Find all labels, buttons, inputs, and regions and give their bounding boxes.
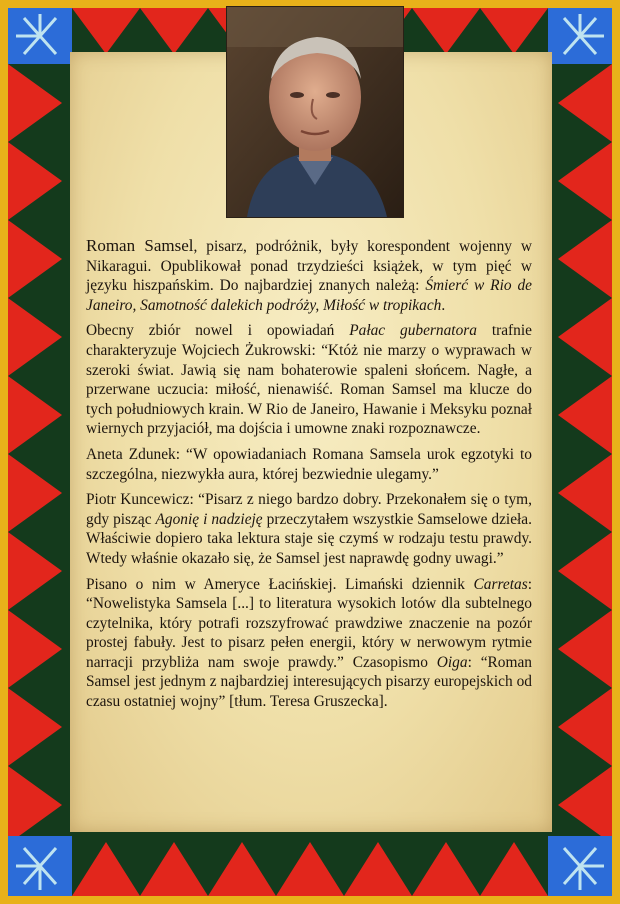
carretas-title: Carretas xyxy=(473,575,528,593)
kuncewicz-text-b: przeczytałem wszystkie Samselowe dzieła. Właściwie dopiero taka lektura staje się czymś w rodzaju testu prawdy. Wtedy właśnie okazało się, że Samsel jest naprawdę godny uwagi.” xyxy=(86,510,532,567)
zdunek-quote-text: Aneta Zdunek: “W opowiadaniach Romana Samsela urok egzotyki to szczególna, niezwykła aura, której bezwiednie ulegamy.” xyxy=(86,445,532,483)
bio-paragraph xyxy=(86,236,532,315)
kuncewicz-text-a: Piotr Kuncewicz: “Pisarz z niego bardzo dobry. Przekonałem się o tym, gdy pisząc xyxy=(86,491,532,528)
zdunek-quote xyxy=(86,445,532,484)
bio-intro: , pisarz, podróżnik, były korespondent wojenny w Nikaragui. Opublikował ponad trzydzieści książek, w tym pięć w języku hiszpańskim. Do najbardziej znanych należą: xyxy=(86,238,532,295)
latin-america-paragraph xyxy=(86,575,532,712)
corner-tile-bottom-right xyxy=(548,836,612,896)
kuncewicz-book-title: Agonię i nadzieję xyxy=(155,510,263,528)
corner-tile-top-right xyxy=(548,8,612,64)
collection-title: Pałac gubernatora xyxy=(349,322,477,340)
author-photo xyxy=(226,6,404,218)
latam-text-b: : “Nowelistyka Samsela [...] to literatura wysokich lotów dla subtelnego czytelnika, który potrafi rozszyfrować prawdziwe znaczenie na pozór prostej fabuły. Jest to pisarz pełen energii, który w nerwowym rytmie narracji przybliża nam swoje prawdy.” Czasopismo xyxy=(86,575,532,671)
bio-works: Śmierć w Rio de Janeiro, Samotność dalekich podróży, Miłość w tropikach xyxy=(86,277,532,314)
latam-text-c: : “Roman Samsel jest jednym z najbardziej interesujących pisarzy europejskich od czasu ostatniej wojny” [tłum. Teresa Gruszecka]. xyxy=(86,653,532,711)
oiga-title: Oiga xyxy=(436,653,468,671)
kuncewicz-quote xyxy=(86,490,532,568)
collection-text-b: trafnie charakteryzuje Wojciech Żukrowski: “Któż nie marzy o wyprawach w szeroki świat. Jawią się nam bohaterowie spaleni słońcem. Nagłe, a przerwane uczucia: miłość, nienawiść. Roman Samsel ma klucze do tych południowych krain. W Rio de Janeiro, Hawanie i Meksyku poznał wiernych przyjaciół, ma dojścia i umowne znaki rozpoznawcze. xyxy=(86,322,532,438)
bio-end: . xyxy=(441,296,446,314)
collection-text-a: Obecny zbiór nowel i opowiadań xyxy=(86,322,350,340)
collection-paragraph xyxy=(86,321,532,439)
latam-text-a: Pisano o nim w Ameryce Łacińskiej. Limański dziennik xyxy=(86,575,474,593)
author-name: Roman Samsel xyxy=(86,236,194,255)
corner-tile-top-left xyxy=(8,8,72,64)
biography-text xyxy=(86,236,532,718)
corner-tile-bottom-left xyxy=(8,836,72,896)
